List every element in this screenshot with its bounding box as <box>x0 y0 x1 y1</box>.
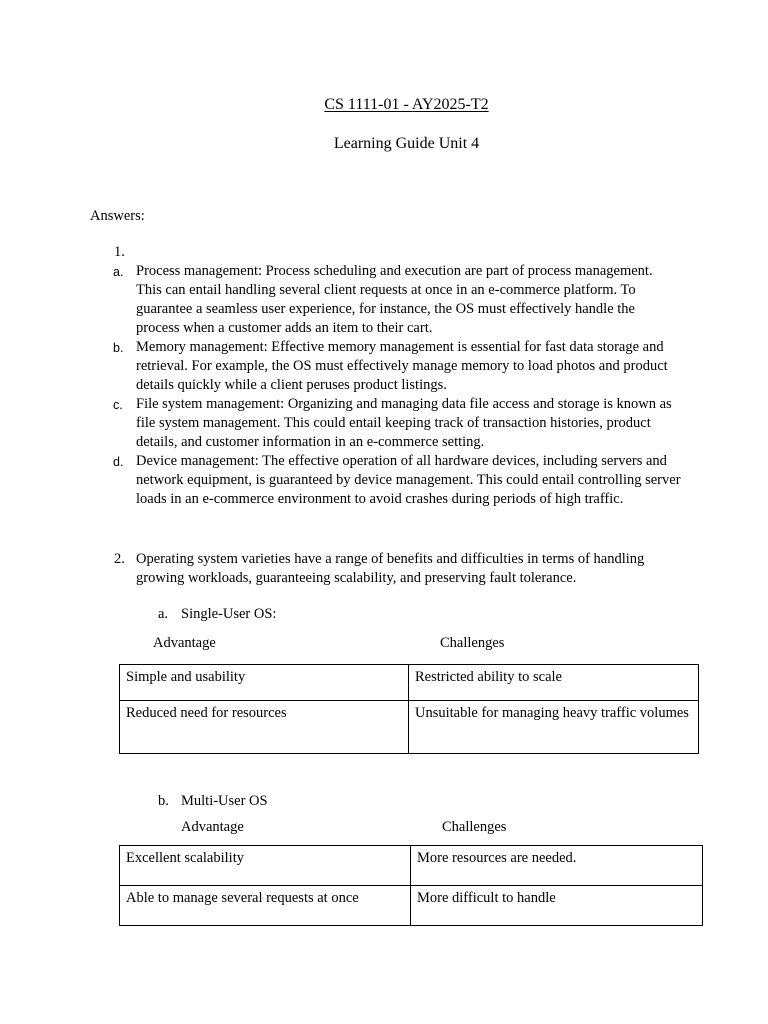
section-b-advantage-heading: Advantage <box>181 819 244 835</box>
list-marker: d. <box>113 455 124 469</box>
section-a-challenges-heading: Challenges <box>440 635 505 651</box>
table-cell: Excellent scalability <box>120 846 411 886</box>
list-item-text: Process management: Process scheduling and execution are part of process management. This can entail handling several client requests at once in an e-commerce platform. To guarantee a seamless user experience, for instance, the OS must effectively handle the process when a customer adds an item to their cart. <box>136 263 653 336</box>
question-2-number: 2. <box>114 551 125 567</box>
course-title: CS 1111-01 - AY2025-T2 <box>324 96 489 113</box>
multi-user-os-table <box>119 845 703 926</box>
answers-label: Answers: <box>90 208 145 224</box>
section-b-challenges-heading: Challenges <box>442 819 507 835</box>
question-1-list <box>0 262 768 509</box>
list-item-text: File system management: Organizing and managing data file access and storage is known as file system management. This could entail keeping track of transaction histories, product details, and customer information in an e-commerce setting. <box>136 396 672 450</box>
section-a-advantage-heading: Advantage <box>153 635 216 651</box>
question-1-number: 1. <box>114 244 125 260</box>
table-cell: Simple and usability <box>120 665 409 701</box>
list-item <box>0 395 681 452</box>
list-item <box>0 262 681 338</box>
list-marker: b. <box>113 341 124 355</box>
section-a-label: Single-User OS: <box>181 606 277 622</box>
question-2-text: Operating system varieties have a range of benefits and difficulties in terms of handling growing workloads, guaranteeing scalability, and preserving fault tolerance. <box>136 551 645 586</box>
table-cell: Restricted ability to scale <box>409 665 699 701</box>
table-row <box>120 886 703 926</box>
table-cell: Unsuitable for managing heavy traffic volumes <box>409 701 699 754</box>
list-item-text: Memory management: Effective memory management is essential for fast data storage and retrieval. For example, the OS must effectively manage memory to load photos and product details quickly while a client peruses product listings. <box>136 339 668 393</box>
table-row <box>120 701 699 754</box>
table-cell: More difficult to handle <box>411 886 703 926</box>
table-row <box>120 665 699 701</box>
list-item-text: Device management: The effective operation of all hardware devices, including servers and network equipment, is guaranteed by device management. This could entail controlling server loads in an e-commerce environment to avoid crashes during periods of high traffic. <box>136 453 681 507</box>
table-row <box>120 846 703 886</box>
section-a-marker: a. <box>158 606 169 622</box>
guide-title: Learning Guide Unit 4 <box>333 135 480 152</box>
section-b-label: Multi-User OS <box>181 793 268 809</box>
list-item <box>0 452 681 509</box>
section-b-marker: b. <box>158 793 169 809</box>
single-user-os-table <box>119 664 699 754</box>
table-cell: More resources are needed. <box>411 846 703 886</box>
table-cell: Able to manage several requests at once <box>120 886 411 926</box>
list-marker: a. <box>113 265 124 279</box>
table-cell: Reduced need for resources <box>120 701 409 754</box>
list-item <box>0 338 681 395</box>
list-marker: c. <box>113 398 123 412</box>
